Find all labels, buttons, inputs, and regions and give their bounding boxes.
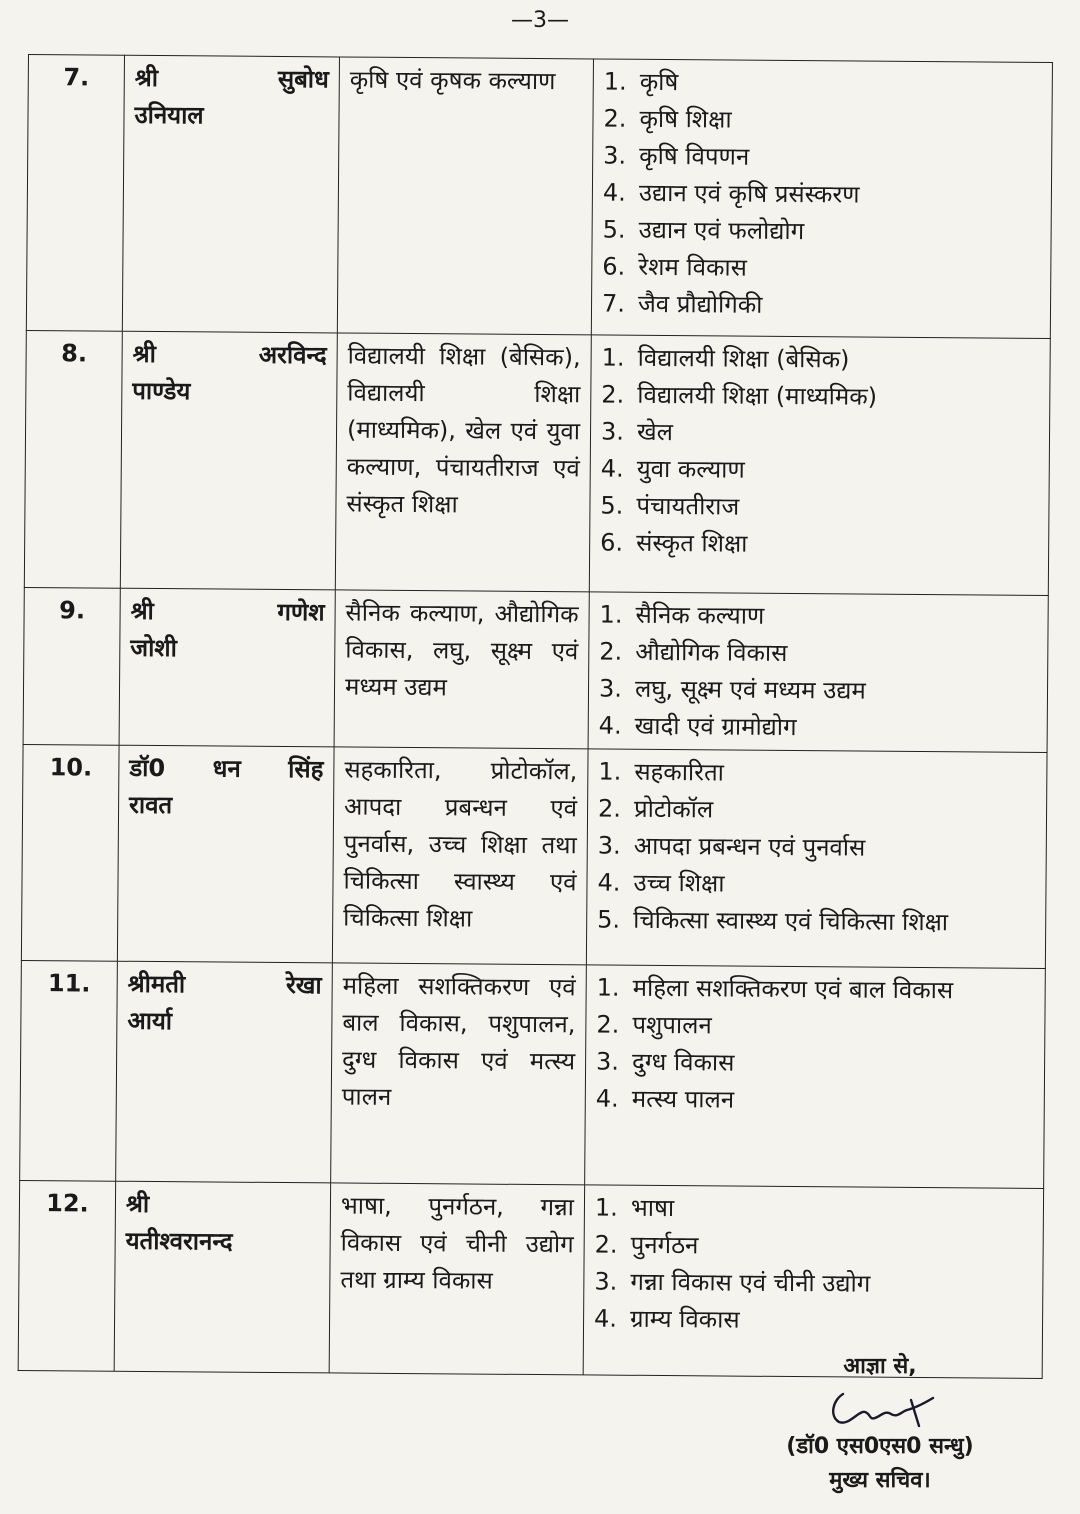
minister-name-line2: उनियाल [134,100,204,130]
department-name: लघु, सूक्ष्म एवं मध्यम उद्यम [634,674,866,705]
department-item [597,864,1035,904]
department-name: विद्यालयी शिक्षा (माध्यमिक) [637,380,878,411]
department-item [596,1043,1034,1083]
department-name: चिकित्सा स्वास्थ्य एवं चिकित्सा शिक्षा [633,905,949,937]
department-number: 4. [595,1084,619,1113]
department-list [596,969,1035,1120]
signatory-name: (डॉ0 एस0एस0 सन्धु) [786,1434,974,1459]
department-item [601,451,1039,491]
department-item [600,525,1038,565]
department-list [594,1189,1033,1340]
department-name: उद्यान एवं कृषि प्रसंस्करण [638,178,860,209]
department-item [600,488,1038,528]
department-number: 4. [600,454,624,483]
department-name: भाषा [630,1193,675,1223]
department-name: जैव प्रौद्योगिकी [637,289,763,319]
department-name: ग्राम्य विकास [629,1304,740,1334]
department-name: विद्यालयी शिक्षा (बेसिक) [637,343,850,374]
serial-number: 12. [18,1180,115,1371]
serial-number: 7. [26,55,124,332]
by-order-text: आज्ञा से, [843,1354,917,1379]
minister-name-line2: यतीश्वरानन्द [125,1226,233,1256]
department-number: 2. [594,1230,618,1259]
department-name: महिला सशक्तिकरण एवं बाल विकास [632,973,954,1005]
department-item [595,1226,1033,1266]
name-word: श्री [134,63,159,93]
department-number: 3. [603,141,627,170]
department-number: 3. [595,1047,620,1076]
department-item [602,212,1040,252]
department-number: 7. [601,289,626,318]
department-number: 3. [597,831,621,860]
name-word: रेखा [285,971,322,1000]
minister-name [122,55,339,333]
department-name: आपदा प्रबन्धन एवं पुनर्वास [633,831,866,862]
department-item [597,969,1035,1009]
department-number: 4. [598,711,622,740]
department-item [604,64,1042,104]
department-item [603,175,1041,215]
department-name: उद्यान एवं फलोद्योग [638,215,805,246]
department-item [601,414,1039,454]
department-number: 2. [601,380,625,409]
minister-name [114,1181,330,1373]
department-item [599,671,1037,711]
minister-row [23,587,1048,752]
department-name: प्रोटोकॉल [633,794,714,824]
department-name: कृषि [639,67,679,97]
name-word: श्री [132,339,156,369]
department-item [594,1263,1032,1303]
department-list [597,754,1036,942]
department-item [598,754,1036,794]
page-number: —3— [511,8,569,33]
department-item [603,101,1041,141]
name-word: श्री [125,1189,150,1218]
department-number: 1. [601,343,625,372]
department-number: 3. [598,674,623,703]
department-list-cell [585,965,1046,1189]
minister-name [119,588,335,747]
portfolio-summary: महिला सशक्तिकरण एवं बाल विकास, पशुपालन, दुग्ध विकास एवं मत्स्य पालन [331,963,587,1185]
minister-name-line2: रावत [128,790,173,820]
department-name: मत्स्य पालन [631,1084,735,1114]
portfolio-summary: सहकारिता, प्रोटोकॉल, आपदा प्रबन्धन एवं पुनर्वास, उच्च शिक्षा तथा चिकित्सा स्वास्थ्य एवं चिकित्सा शिक्षा [332,747,588,965]
minister-name [116,961,333,1183]
minister-name-line1 [128,966,322,1005]
minister-name-line2: पाण्डेय [132,376,191,406]
department-name: पशुपालन [632,1010,712,1040]
department-list [602,64,1042,326]
department-item [595,1189,1033,1229]
department-name: रेशम विकास [638,252,748,282]
minister-name-line2: जोशी [130,633,178,663]
department-number: 4. [593,1304,618,1333]
department-list-cell [589,335,1050,596]
minister-row [21,744,1047,968]
name-word: डॉ0 [129,753,166,783]
department-number: 5. [597,905,621,934]
minister-name-line1 [135,60,329,99]
minister-row [26,55,1052,339]
department-item [599,708,1037,748]
department-number: 2. [597,794,622,823]
department-name: गन्ना विकास एवं चीनी उद्योग [630,1267,871,1298]
department-item [598,828,1036,868]
department-list [599,597,1038,748]
department-name: संस्कृत शिक्षा [636,528,748,558]
department-list [600,340,1040,565]
ministers-table [18,54,1053,1379]
minister-name-line1 [126,1186,320,1225]
signature-block [730,1350,1030,1498]
minister-row [24,330,1050,595]
ministers-table-body [18,55,1052,1379]
department-name: कृषि शिक्षा [639,104,732,134]
serial-number: 11. [20,960,118,1181]
department-number: 4. [602,178,626,207]
name-word: सुबोध [277,64,329,94]
minister-name-line1 [129,750,323,789]
department-number: 3. [594,1267,618,1296]
department-item [594,1300,1032,1340]
portfolio-summary: सैनिक कल्याण, औद्योगिक विकास, लघु, सूक्ष्म एवं मध्यम उद्यम [334,590,589,749]
department-name: सैनिक कल्याण [635,600,765,630]
department-name: पंचायतीराज [636,491,740,521]
department-item [596,1006,1034,1046]
department-item [603,138,1041,178]
serial-number: 9. [23,587,120,745]
minister-name-line2: आर्या [127,1006,173,1036]
minister-row [20,960,1046,1188]
department-number: 3. [600,417,625,446]
department-item [601,340,1039,380]
department-list-cell [586,749,1047,969]
minister-name-line1 [130,593,324,632]
serial-number: 8. [24,330,122,588]
department-number: 2. [599,637,623,666]
portfolio-summary: विद्यालयी शिक्षा (बेसिक), विद्यालयी शिक्षा (माध्यमिक), खेल एवं युवा कल्याण, पंचायतीराज एवं संस्कृत शिक्षा [335,333,591,592]
department-number: 1. [596,973,620,1002]
department-number: 5. [600,491,624,520]
name-word: अरविन्द [258,340,327,370]
department-number: 5. [602,215,626,244]
department-list-cell [588,592,1048,753]
name-word: श्री [130,596,154,626]
department-item [602,286,1040,326]
name-word: गणेश [277,597,325,627]
minister-name-line1 [132,336,326,375]
department-name: औद्योगिक विकास [635,637,788,667]
portfolio-summary: भाषा, पुनर्गठन, गन्ना विकास एवं चीनी उद्योग तथा ग्राम्य विकास [329,1183,584,1375]
department-list-cell [591,59,1052,339]
department-item [597,901,1035,941]
department-item [596,1080,1034,1120]
department-item [601,377,1039,417]
department-name: पुनर्गठन [630,1230,699,1260]
minister-row [18,1180,1043,1378]
department-number: 1. [594,1193,618,1222]
department-name: उच्च शिक्षा [633,868,725,898]
department-name: युवा कल्याण [636,454,745,484]
minister-name [120,331,337,590]
name-word: सिंह [288,755,324,784]
minister-name [117,745,334,963]
department-item [599,597,1037,637]
department-number: 2. [603,104,627,133]
department-number: 6. [602,252,626,281]
name-word: धन [212,754,241,783]
department-item [599,634,1037,674]
serial-number: 10. [21,744,119,961]
handwritten-signature [815,1386,945,1430]
department-number: 1. [599,600,623,629]
department-number: 4. [597,868,621,897]
department-number: 6. [600,528,624,557]
department-item [602,249,1040,289]
portfolio-summary: कृषि एवं कृषक कल्याण [337,57,593,335]
department-name: दुग्ध विकास [631,1047,735,1077]
name-word: श्रीमती [127,969,186,999]
department-number: 2. [596,1010,620,1039]
department-name: कृषि विपणन [639,141,750,171]
department-name: खादी एवं ग्रामोद्योग [634,711,797,742]
department-number: 1. [603,67,627,96]
department-item [598,791,1036,831]
department-name: सहकारिता [634,757,725,787]
department-number: 1. [598,757,622,786]
department-name: खेल [636,417,674,447]
signatory-designation: मुख्य सचिव। [829,1468,931,1493]
